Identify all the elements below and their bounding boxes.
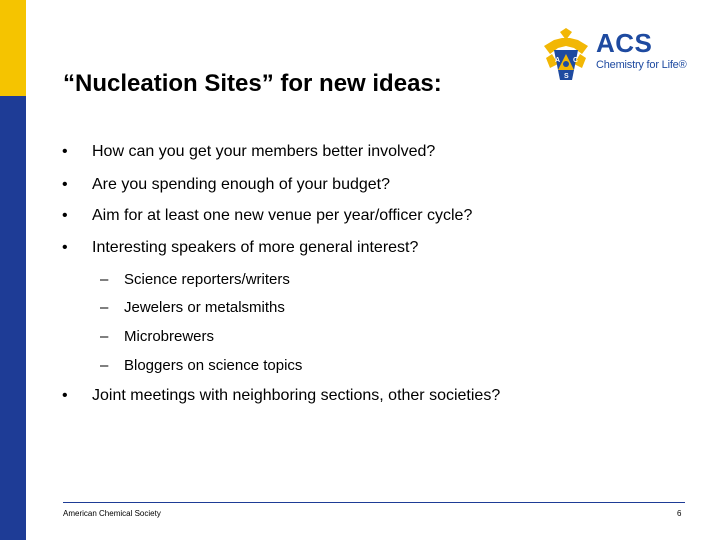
bullet-text: Interesting speakers of more general interest? — [92, 239, 419, 256]
dash-marker: – — [100, 271, 109, 288]
sub-bullet-text: Microbrewers — [124, 328, 215, 345]
bullet-text: Aim for at least one new venue per year/officer cycle? — [92, 207, 473, 224]
footer-divider — [63, 502, 685, 503]
seal-letter-a: A — [555, 57, 561, 64]
bullet-marker: • — [62, 207, 68, 224]
gold-sidebar-bar — [0, 0, 26, 96]
seal-letter-s: S — [564, 73, 569, 80]
bullet-text: How can you get your members better involved? — [92, 143, 436, 160]
slide-title: “Nucleation Sites” for new ideas: — [63, 70, 442, 97]
dash-marker: – — [100, 357, 109, 374]
sub-bullet-text: Bloggers on science topics — [124, 357, 303, 374]
bullet-marker: • — [62, 143, 68, 160]
dash-marker: – — [100, 299, 109, 316]
bullet-text: Joint meetings with neighboring sections, other societies? — [92, 387, 501, 404]
page-number: 6 — [677, 509, 682, 518]
acs-wordmark: ACS — [596, 28, 653, 58]
sub-bullet-text: Science reporters/writers — [124, 271, 290, 288]
acs-tagline: Chemistry for Life® — [596, 59, 687, 71]
sub-bullet-text: Jewelers or metalsmiths — [124, 299, 285, 316]
acs-logo-text — [596, 30, 687, 72]
seal-letter-c: C — [573, 57, 579, 64]
bullet-text: Are you spending enough of your budget? — [92, 176, 391, 193]
footer-organization: American Chemical Society — [63, 509, 161, 518]
dash-marker: – — [100, 328, 109, 345]
bullet-marker: • — [62, 387, 68, 404]
bullet-marker: • — [62, 176, 68, 193]
bullet-marker: • — [62, 239, 68, 256]
blue-sidebar-bar — [0, 96, 26, 540]
